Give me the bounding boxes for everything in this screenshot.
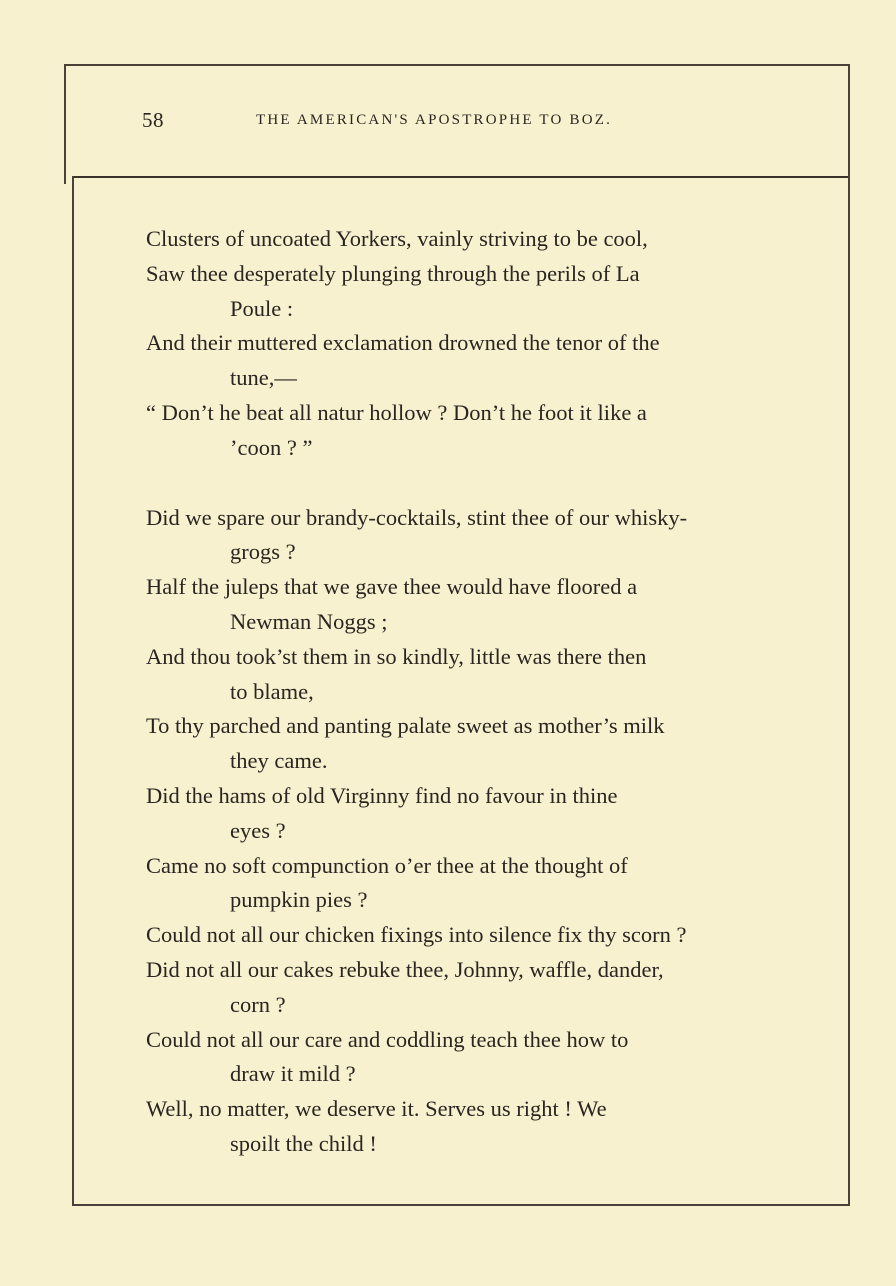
verse-body — [146, 222, 786, 1162]
verse-line — [146, 709, 786, 779]
line-text: Could not all our care and coddling teach thee how to — [146, 1026, 629, 1052]
line-text: Well, no matter, we deserve it. Serves us right ! We — [146, 1096, 607, 1122]
stanza-2 — [146, 501, 786, 1162]
line-text: Half the juleps that we gave thee would have floored a — [146, 574, 638, 600]
line-text: Did the hams of old Virginny find no favour in thine — [146, 782, 618, 808]
line-continuation: tune,— — [230, 365, 297, 391]
verse-line — [146, 1092, 786, 1162]
line-text: And thou took’st them in so kindly, little was there then — [146, 643, 647, 669]
line-text: Did not all our cakes rebuke thee, Johnny, waffle, dander, — [146, 956, 664, 982]
verse-line — [146, 501, 786, 571]
verse-line — [146, 849, 786, 919]
running-head: THE AMERICAN'S APOSTROPHE TO BOZ. — [256, 112, 613, 128]
line-text: To thy parched and panting palate sweet as mother’s milk — [146, 713, 665, 739]
line-continuation: to blame, — [230, 678, 314, 704]
verse-line — [146, 1023, 786, 1093]
verse-line — [146, 326, 786, 396]
line-text: Could not all our chicken fixings into silence fix thy scorn ? — [146, 922, 687, 948]
frame-right-rule — [848, 64, 850, 1204]
frame-bottom-rule — [72, 1204, 850, 1206]
verse-line — [146, 396, 786, 466]
line-continuation: pumpkin pies ? — [230, 887, 368, 913]
verse-line — [146, 222, 786, 257]
page-number: 58 — [142, 108, 164, 132]
stanza-1 — [146, 222, 786, 466]
line-text: Came no soft compunction o’er thee at the thought of — [146, 852, 628, 878]
line-text: Saw thee desperately plunging through the perils of La — [146, 260, 640, 286]
line-continuation: draw it mild ? — [230, 1061, 356, 1087]
line-continuation: Poule : — [230, 295, 294, 321]
line-continuation: ’coon ? ” — [230, 434, 313, 460]
line-continuation: grogs ? — [230, 539, 296, 565]
line-text: Clusters of uncoated Yorkers, vainly striving to be cool, — [146, 226, 648, 251]
verse-line — [146, 257, 786, 327]
line-continuation: Newman Noggs ; — [230, 608, 388, 634]
verse-line — [146, 640, 786, 710]
verse-line — [146, 953, 786, 1023]
header-rule — [72, 176, 848, 178]
line-continuation: corn ? — [230, 991, 286, 1017]
line-continuation: they came. — [230, 748, 328, 774]
line-text: Did we spare our brandy-cocktails, stint thee of our whisky- — [146, 504, 688, 530]
frame-top-rule — [64, 64, 850, 66]
line-text: “ Don’t he beat all natur hollow ? Don’t he foot it like a — [146, 399, 647, 425]
line-continuation: eyes ? — [230, 817, 286, 843]
verse-line — [146, 570, 786, 640]
line-continuation: spoilt the child ! — [230, 1130, 377, 1156]
verse-line — [146, 918, 786, 953]
verse-line — [146, 779, 786, 849]
line-text: And their muttered exclamation drowned the tenor of the — [146, 330, 660, 356]
frame-left-rule — [72, 176, 74, 1206]
frame-top-left-rule — [64, 64, 66, 184]
